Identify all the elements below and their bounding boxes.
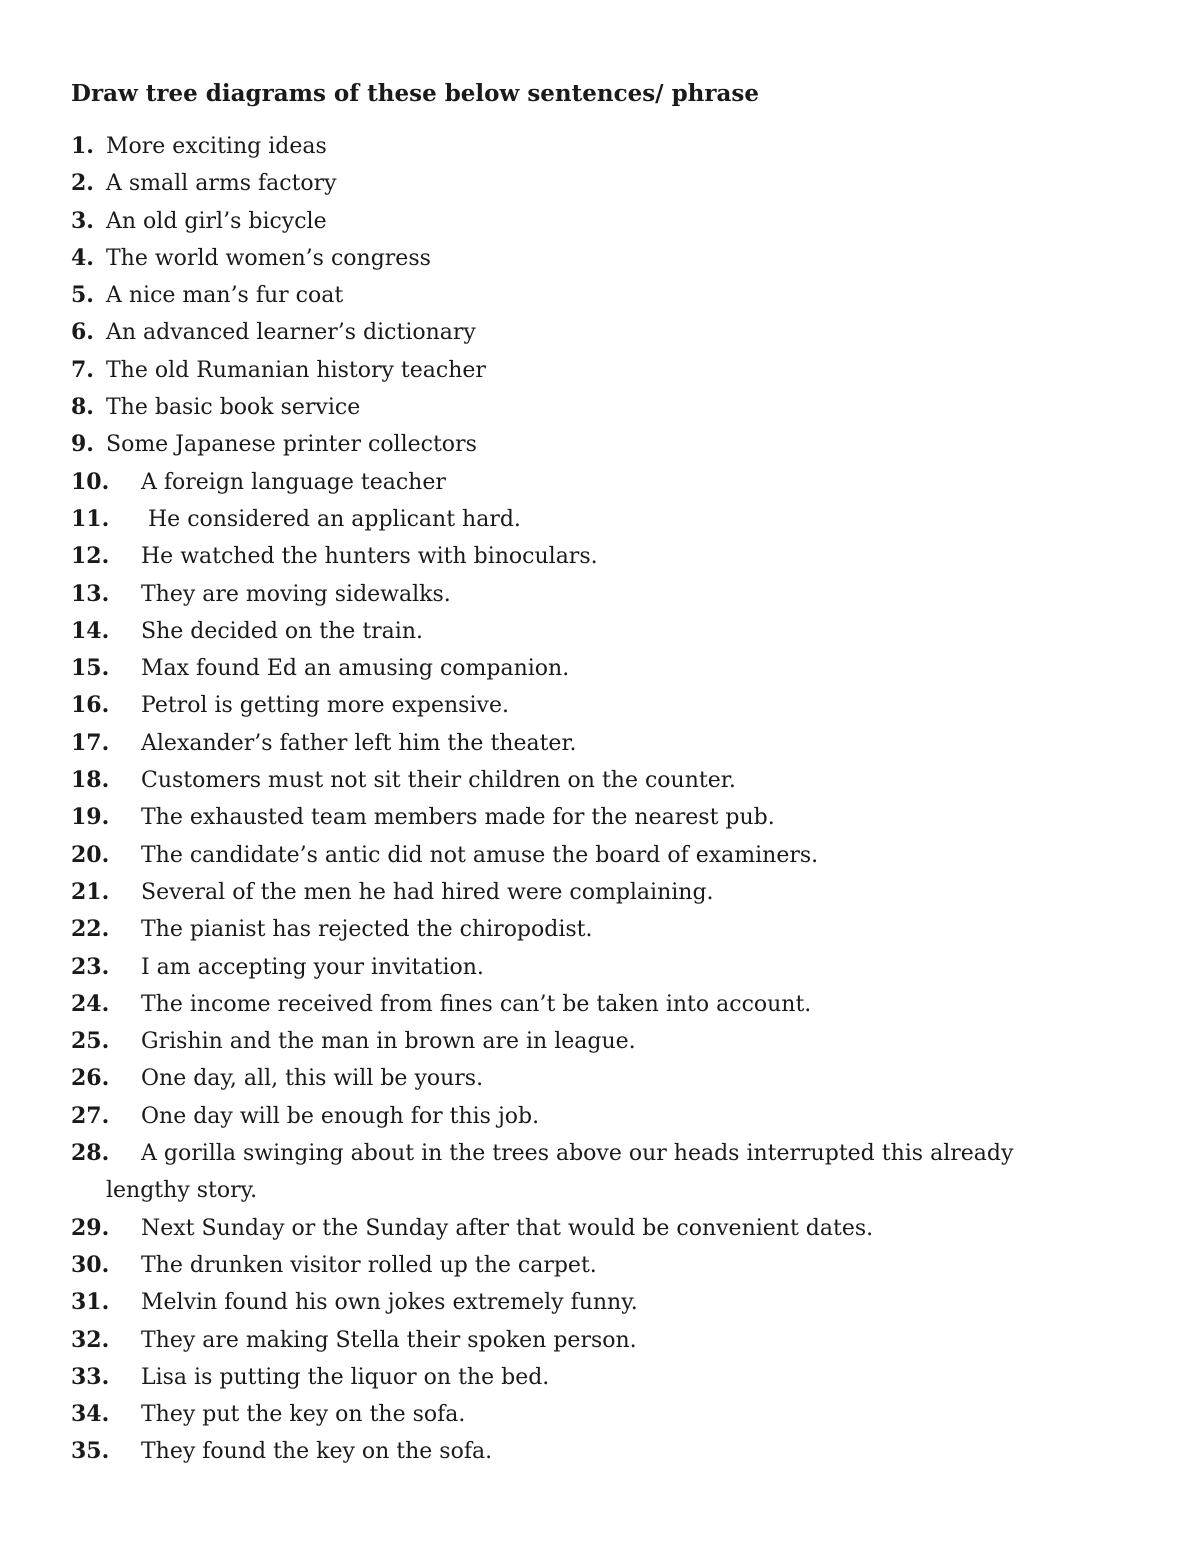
- item-text: He considered an applicant hard.: [141, 506, 521, 532]
- item-number: 28.: [71, 1140, 110, 1167]
- item-text-continuation: lengthy story.: [106, 1178, 258, 1204]
- item-text: Petrol is getting more expensive.: [141, 693, 509, 719]
- list-item: [71, 464, 1131, 501]
- item-number: 12.: [71, 543, 110, 570]
- item-text: They put the key on the sofa.: [141, 1402, 466, 1428]
- item-number: 14.: [71, 617, 110, 644]
- item-number: 20.: [71, 841, 110, 868]
- item-text: One day will be enough for this job.: [141, 1103, 540, 1129]
- list-item: [71, 1359, 1131, 1396]
- item-text: She decided on the train.: [141, 618, 423, 644]
- list-item: [71, 240, 1131, 277]
- item-number: 30.: [71, 1251, 110, 1278]
- item-number: 29.: [71, 1214, 110, 1241]
- item-number: 31.: [71, 1289, 110, 1316]
- item-text: Lisa is putting the liquor on the bed.: [141, 1364, 550, 1390]
- item-text: A foreign language teacher: [141, 469, 446, 495]
- item-text: The drunken visitor rolled up the carpet.: [141, 1252, 597, 1278]
- item-text: Max found Ed an amusing companion.: [141, 656, 570, 682]
- item-text: Several of the men he had hired were complaining.: [141, 879, 714, 905]
- item-text: They are making Stella their spoken person.: [141, 1327, 637, 1353]
- item-text: The pianist has rejected the chiropodist.: [141, 917, 593, 943]
- list-item: [71, 128, 1131, 165]
- item-number: 5.: [71, 282, 94, 309]
- item-text: An old girl’s bicycle: [106, 208, 327, 234]
- item-number: 3.: [71, 207, 94, 234]
- list-item: [71, 1322, 1131, 1359]
- list-item: [71, 576, 1131, 613]
- list-item: [71, 949, 1131, 986]
- list-item: [71, 725, 1131, 762]
- item-text: The exhausted team members made for the nearest pub.: [141, 805, 775, 831]
- item-number: 25.: [71, 1028, 110, 1055]
- item-number: 10.: [71, 468, 110, 495]
- list-item: [71, 613, 1131, 650]
- list-item: [71, 501, 1131, 538]
- item-number: 32.: [71, 1326, 110, 1353]
- item-number: 2.: [71, 170, 94, 197]
- item-number: 9.: [71, 431, 94, 458]
- item-text: Customers must not sit their children on the counter.: [141, 768, 736, 794]
- item-text: He watched the hunters with binoculars.: [141, 544, 598, 570]
- list-item: [71, 650, 1131, 687]
- list-item: [71, 1433, 1131, 1470]
- list-item: [71, 538, 1131, 575]
- item-number: 8.: [71, 394, 94, 421]
- item-number: 35.: [71, 1438, 110, 1465]
- item-number: 23.: [71, 953, 110, 980]
- list-item: [71, 165, 1131, 202]
- item-text: An advanced learner’s dictionary: [106, 320, 476, 346]
- item-text: Grishin and the man in brown are in league.: [141, 1029, 636, 1055]
- list-item: [71, 799, 1131, 836]
- item-text: The old Rumanian history teacher: [106, 357, 486, 383]
- item-number: 6.: [71, 319, 94, 346]
- item-text: A gorilla swinging about in the trees above our heads interrupted this already: [141, 1141, 1014, 1167]
- list-item: [71, 762, 1131, 799]
- list-item: [71, 389, 1131, 426]
- list-item: [71, 986, 1131, 1023]
- item-number: 21.: [71, 878, 110, 905]
- list-item: [71, 1135, 1131, 1210]
- exercise-list: [71, 128, 1131, 1471]
- item-number: 16.: [71, 692, 110, 719]
- list-item: [71, 314, 1131, 351]
- item-number: 26.: [71, 1065, 110, 1092]
- list-item: [71, 687, 1131, 724]
- page-title: Draw tree diagrams of these below sentences/ phrase: [71, 80, 760, 107]
- item-number: 13.: [71, 580, 110, 607]
- item-text: They found the key on the sofa.: [141, 1439, 493, 1465]
- item-text: One day, all, this will be yours.: [141, 1066, 484, 1092]
- item-text: Some Japanese printer collectors: [106, 432, 477, 458]
- item-text: A small arms factory: [106, 171, 337, 197]
- item-number: 19.: [71, 804, 110, 831]
- item-number: 18.: [71, 767, 110, 794]
- list-item: [71, 911, 1131, 948]
- list-item: [71, 1060, 1131, 1097]
- list-item: [71, 426, 1131, 463]
- item-number: 7.: [71, 356, 94, 383]
- item-text: The world women’s congress: [106, 245, 431, 271]
- item-text: Next Sunday or the Sunday after that would be convenient dates.: [141, 1215, 874, 1241]
- item-number: 4.: [71, 244, 94, 271]
- list-item: [71, 277, 1131, 314]
- list-item: [71, 1210, 1131, 1247]
- list-item: [71, 1247, 1131, 1284]
- item-text: They are moving sidewalks.: [141, 581, 451, 607]
- item-text: Melvin found his own jokes extremely funny.: [141, 1290, 638, 1316]
- list-item: [71, 1284, 1131, 1321]
- list-item: [71, 874, 1131, 911]
- item-number: 11.: [71, 505, 110, 532]
- item-text: The income received from fines can’t be taken into account.: [141, 991, 812, 1017]
- item-number: 27.: [71, 1102, 110, 1129]
- item-number: 17.: [71, 729, 110, 756]
- item-number: 15.: [71, 655, 110, 682]
- list-item: [71, 203, 1131, 240]
- item-text: A nice man’s fur coat: [106, 283, 344, 309]
- item-text: The candidate’s antic did not amuse the board of examiners.: [141, 842, 819, 868]
- list-item: [71, 352, 1131, 389]
- list-item: [71, 1396, 1131, 1433]
- item-text: I am accepting your invitation.: [141, 954, 484, 980]
- item-number: 34.: [71, 1401, 110, 1428]
- item-number: 1.: [71, 133, 94, 159]
- list-item: [71, 837, 1131, 874]
- item-number: 33.: [71, 1363, 110, 1390]
- item-text: More exciting ideas: [106, 134, 327, 159]
- item-text: Alexander’s father left him the theater.: [141, 730, 577, 756]
- item-number: 24.: [71, 990, 110, 1017]
- item-text: The basic book service: [106, 395, 361, 421]
- list-item: [71, 1023, 1131, 1060]
- list-item: [71, 1098, 1131, 1135]
- item-number: 22.: [71, 916, 110, 943]
